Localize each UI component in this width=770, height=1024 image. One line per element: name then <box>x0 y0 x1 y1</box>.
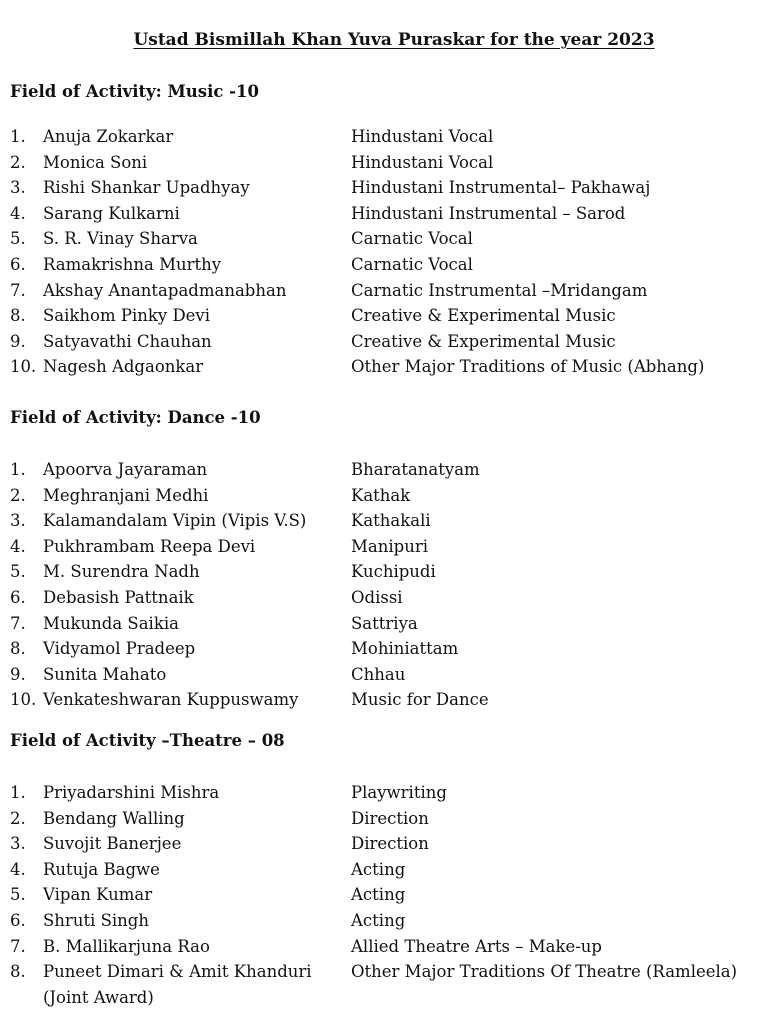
list-item <box>0 483 770 509</box>
item-number: 6. <box>10 254 26 274</box>
list-item <box>0 882 770 908</box>
awardee-category: Music for Dance <box>351 690 489 710</box>
item-number: 4. <box>10 203 26 223</box>
list-theatre <box>0 780 770 1011</box>
awardee-name: Venkateshwaran Kuppuswamy <box>43 690 299 710</box>
item-number: 8. <box>10 306 26 326</box>
awardee-name: S. R. Vinay Sharva <box>43 229 198 249</box>
awardee-category: Kathak <box>351 485 411 505</box>
awardee-name: B. Mallikarjuna Rao <box>43 936 210 956</box>
awardee-category: Playwriting <box>351 783 447 802</box>
list-item <box>0 831 770 857</box>
awardee-name: Kalamandalam Vipin (Vipis V.S) <box>43 511 307 531</box>
item-number: 7. <box>10 936 26 956</box>
list-item <box>0 857 770 883</box>
list-item <box>0 908 770 934</box>
awardee-category: Sattriya <box>351 613 418 633</box>
list-item <box>0 611 770 637</box>
item-number: 3. <box>10 511 26 531</box>
list-item <box>0 175 770 201</box>
awardee-category: Mohiniattam <box>351 639 459 659</box>
list-item <box>0 636 770 662</box>
item-number: 4. <box>10 536 26 556</box>
awardee-category: Carnatic Vocal <box>351 254 473 274</box>
awardee-category: Allied Theatre Arts – Make-up <box>351 936 602 956</box>
awardee-name: Debasish Pattnaik <box>43 587 194 607</box>
awardee-name: Mukunda Saikia <box>43 613 179 633</box>
awardee-category: Direction <box>351 834 429 854</box>
awardee-category: Hindustani Instrumental – Sarod <box>351 203 626 223</box>
list-item <box>0 687 770 713</box>
item-number: 2. <box>10 808 26 828</box>
list-item <box>0 559 770 585</box>
item-number: 5. <box>10 562 26 582</box>
item-number: 10. <box>10 357 37 377</box>
awardee-name: Shruti Singh <box>43 910 149 930</box>
section-heading-dance: Field of Activity: Dance -10 <box>10 408 261 427</box>
awardee-name: Pukhrambam Reepa Devi <box>43 536 256 556</box>
awardee-category: Carnatic Instrumental –Mridangam <box>351 280 648 300</box>
list-item <box>0 780 770 806</box>
awardee-category: Hindustani Vocal <box>351 127 494 146</box>
item-number: 2. <box>10 152 26 172</box>
awardee-name: Puneet Dimari & Amit Khanduri (Joint Award) <box>43 962 312 1007</box>
list-item <box>0 959 770 1011</box>
awardee-name: Vipan Kumar <box>43 885 153 905</box>
awardee-name: Akshay Anantapadmanabhan <box>43 280 287 300</box>
item-number: 7. <box>10 613 26 633</box>
awardee-name: Sarang Kulkarni <box>43 203 180 223</box>
section-heading-music: Field of Activity: Music -10 <box>10 82 259 101</box>
awardee-name: Meghranjani Medhi <box>43 485 209 505</box>
awardee-name: Nagesh Adgaonkar <box>43 357 204 377</box>
awardee-name: Bendang Walling <box>43 808 185 828</box>
awardee-name: Priyadarshini Mishra <box>43 783 220 802</box>
item-number: 2. <box>10 485 26 505</box>
list-item <box>0 226 770 252</box>
awardee-category: Hindustani Instrumental– Pakhawaj <box>351 178 651 198</box>
awardee-category: Other Major Traditions of Music (Abhang) <box>351 357 705 377</box>
item-number: 1. <box>10 127 26 146</box>
item-number: 1. <box>10 783 26 802</box>
section-heading-theatre: Field of Activity –Theatre – 08 <box>10 731 285 750</box>
awardee-name: Apoorva Jayaraman <box>43 460 208 479</box>
list-item <box>0 201 770 227</box>
awardee-name: Saikhom Pinky Devi <box>43 306 211 326</box>
list-item <box>0 662 770 688</box>
list-item <box>0 457 770 483</box>
list-item <box>0 806 770 832</box>
list-item <box>0 278 770 304</box>
list-item <box>0 934 770 960</box>
list-item <box>0 252 770 278</box>
item-number: 7. <box>10 280 26 300</box>
awardee-category: Chhau <box>351 664 406 684</box>
awardee-category: Bharatanatyam <box>351 460 480 479</box>
awardee-name: Anuja Zokarkar <box>43 127 174 146</box>
item-number: 10. <box>10 690 37 710</box>
awardee-category: Kuchipudi <box>351 562 436 582</box>
awardee-category: Hindustani Vocal <box>351 152 494 172</box>
awardee-name: Vidyamol Pradeep <box>43 639 196 659</box>
list-item <box>0 585 770 611</box>
awardee-category: Manipuri <box>351 536 428 556</box>
item-number: 8. <box>10 639 26 659</box>
awardee-category: Odissi <box>351 587 403 607</box>
item-number: 9. <box>10 331 26 351</box>
list-item <box>0 329 770 355</box>
list-item <box>0 303 770 329</box>
item-number: 4. <box>10 859 26 879</box>
awardee-name: M. Surendra Nadh <box>43 562 200 582</box>
list-item <box>0 150 770 176</box>
item-number: 9. <box>10 664 26 684</box>
item-number: 3. <box>10 834 26 854</box>
page-title: Ustad Bismillah Khan Yuva Puraskar for the year 2023 <box>133 30 655 50</box>
awardee-name: Rutuja Bagwe <box>43 859 160 879</box>
list-dance <box>0 457 770 713</box>
awardee-name: Satyavathi Chauhan <box>43 331 212 351</box>
item-number: 6. <box>10 587 26 607</box>
awardee-category: Acting <box>351 885 406 905</box>
awardee-category: Carnatic Vocal <box>351 229 473 249</box>
awardee-name: Ramakrishna Murthy <box>43 254 222 274</box>
list-item <box>0 508 770 534</box>
list-music <box>0 124 770 380</box>
list-item <box>0 354 770 380</box>
awardee-category: Creative & Experimental Music <box>351 306 616 326</box>
item-number: 5. <box>10 229 26 249</box>
awardee-category: Kathakali <box>351 511 431 531</box>
item-number: 8. <box>10 962 26 982</box>
list-item <box>0 534 770 560</box>
awardee-name: Monica Soni <box>43 152 148 172</box>
awardee-category: Direction <box>351 808 429 828</box>
item-number: 1. <box>10 460 26 479</box>
awardee-name: Sunita Mahato <box>43 664 167 684</box>
awardee-category: Acting <box>351 910 406 930</box>
list-item <box>0 124 770 150</box>
item-number: 5. <box>10 885 26 905</box>
item-number: 6. <box>10 910 26 930</box>
awardee-category: Creative & Experimental Music <box>351 331 616 351</box>
awardee-category: Other Major Traditions Of Theatre (Ramleela) <box>351 962 738 982</box>
awardee-name: Suvojit Banerjee <box>43 834 182 854</box>
awardee-name: Rishi Shankar Upadhyay <box>43 178 250 198</box>
item-number: 3. <box>10 178 26 198</box>
awardee-category: Acting <box>351 859 406 879</box>
